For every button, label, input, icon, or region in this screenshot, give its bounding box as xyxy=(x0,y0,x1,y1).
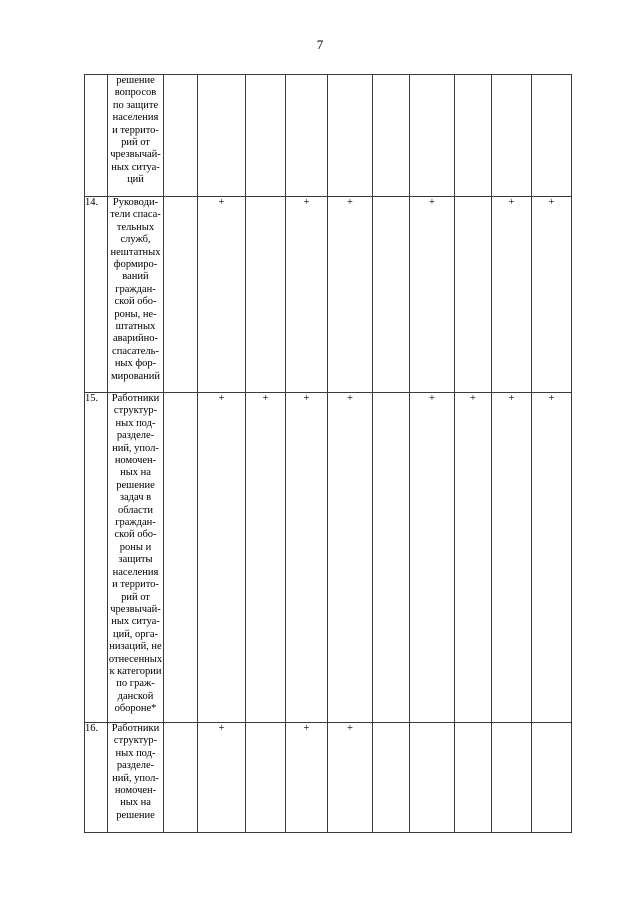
mark-cell: + xyxy=(410,393,455,723)
category-name-line: нештатных xyxy=(110,246,161,258)
category-name-line: чрезвычай- xyxy=(110,603,161,615)
category-table xyxy=(84,74,572,833)
category-name-line: Работники xyxy=(111,723,160,734)
mark-cell xyxy=(164,393,198,723)
category-name-line: низаций, не xyxy=(109,641,162,653)
mark-cell: + xyxy=(286,197,328,393)
category-name-line: рий от xyxy=(121,591,150,603)
category-name-line: ных под- xyxy=(115,747,156,759)
category-name-line: штатных xyxy=(115,321,156,333)
row-category-name xyxy=(108,723,164,833)
mark-cell xyxy=(373,75,410,197)
mark-cell xyxy=(286,75,328,197)
row-number: 15. xyxy=(85,393,108,723)
category-name-line: формиро- xyxy=(113,259,158,271)
mark-cell xyxy=(532,723,572,833)
category-name-line: Руководи- xyxy=(112,197,159,208)
category-name-line: рий от xyxy=(121,137,150,149)
mark-cell: + xyxy=(286,393,328,723)
category-name-line: мирований xyxy=(110,370,161,382)
category-name-line: граждан- xyxy=(115,283,156,295)
mark-cell xyxy=(455,75,492,197)
category-name-line: структур- xyxy=(113,405,158,417)
table-row xyxy=(85,75,572,197)
category-name-line: ных ситуа- xyxy=(111,161,160,173)
category-name-line: тели спаса- xyxy=(110,209,161,221)
row-number xyxy=(85,75,108,197)
table-row xyxy=(85,197,572,393)
category-name-line: задач в xyxy=(119,492,152,504)
category-name-line: населения xyxy=(112,112,159,124)
mark-cell: + xyxy=(198,197,246,393)
mark-cell: + xyxy=(328,197,373,393)
category-name-line: ных под- xyxy=(115,417,156,429)
category-name-line: Работники xyxy=(111,393,160,404)
category-name-line: структур- xyxy=(113,735,158,747)
category-name-line: ний, упол- xyxy=(112,772,159,784)
category-name-line: и террито- xyxy=(112,579,159,591)
category-name-line: населения xyxy=(112,566,159,578)
category-name-line: ных фор- xyxy=(114,358,157,370)
mark-cell xyxy=(455,197,492,393)
table-row xyxy=(85,393,572,723)
category-name-line: аварийно- xyxy=(113,333,158,345)
table-row xyxy=(85,723,572,833)
category-name-line: области xyxy=(117,504,154,516)
mark-cell xyxy=(455,723,492,833)
mark-cell: + xyxy=(455,393,492,723)
mark-cell xyxy=(164,723,198,833)
category-name-line: ской обо- xyxy=(114,529,157,541)
category-name-line: по граж- xyxy=(116,678,155,690)
mark-cell xyxy=(373,393,410,723)
category-name-line: защиты xyxy=(118,554,153,566)
mark-cell: + xyxy=(492,393,532,723)
category-name-line: данской xyxy=(117,690,154,702)
category-name-line: обороне* xyxy=(114,703,157,715)
mark-cell: + xyxy=(532,197,572,393)
row-category-name xyxy=(108,393,164,723)
category-name-line: ний, упол- xyxy=(112,442,159,454)
category-name-line: к категории xyxy=(109,665,162,677)
mark-cell: + xyxy=(198,393,246,723)
mark-cell xyxy=(492,75,532,197)
mark-cell xyxy=(492,723,532,833)
category-name-line: ваний xyxy=(122,271,149,283)
category-name-line: роны, не- xyxy=(114,308,157,320)
page-number: 7 xyxy=(316,37,324,52)
category-name-line: по защите xyxy=(112,99,159,111)
mark-cell: + xyxy=(492,197,532,393)
category-name-line: разделе- xyxy=(116,430,155,442)
mark-cell: + xyxy=(328,723,373,833)
mark-cell: + xyxy=(246,393,286,723)
mark-cell: + xyxy=(410,197,455,393)
category-name-line: тельных xyxy=(116,221,155,233)
category-name-line: отнесенных xyxy=(108,653,163,665)
mark-cell xyxy=(410,75,455,197)
row-category-name xyxy=(108,75,164,197)
category-name-line: вопросов xyxy=(114,87,157,99)
mark-cell xyxy=(246,75,286,197)
category-name-line: ций xyxy=(127,174,144,186)
category-name-line: решение xyxy=(116,479,155,491)
mark-cell xyxy=(246,197,286,393)
mark-cell: + xyxy=(198,723,246,833)
category-name-line: граждан- xyxy=(115,517,156,529)
mark-cell xyxy=(246,723,286,833)
category-name-line: ской обо- xyxy=(114,296,157,308)
mark-cell xyxy=(410,723,455,833)
row-number: 14. xyxy=(85,197,108,393)
category-name-line: ных ситуа- xyxy=(111,616,160,628)
mark-cell xyxy=(164,75,198,197)
category-name-line: ных на xyxy=(120,467,151,479)
mark-cell xyxy=(373,197,410,393)
category-name-line: роны и xyxy=(119,541,152,553)
category-name-line: ных на xyxy=(120,797,151,809)
category-name-line: решение xyxy=(116,809,155,821)
mark-cell xyxy=(373,723,410,833)
category-name-line: номочен- xyxy=(114,455,157,467)
mark-cell xyxy=(328,75,373,197)
category-name-line: ций, орга- xyxy=(112,628,159,640)
category-name-line: номочен- xyxy=(114,785,157,797)
mark-cell: + xyxy=(532,393,572,723)
category-name-line: спасатель- xyxy=(112,345,159,357)
row-number: 16. xyxy=(85,723,108,833)
category-name-line: разделе- xyxy=(116,760,155,772)
category-name-line: служб, xyxy=(120,234,151,246)
category-name-line: и террито- xyxy=(112,124,159,136)
mark-cell: + xyxy=(328,393,373,723)
category-name-line: решение xyxy=(116,75,155,86)
mark-cell xyxy=(198,75,246,197)
mark-cell xyxy=(532,75,572,197)
category-name-line: чрезвычай- xyxy=(110,149,161,161)
mark-cell: + xyxy=(286,723,328,833)
mark-cell xyxy=(164,197,198,393)
row-category-name xyxy=(108,197,164,393)
